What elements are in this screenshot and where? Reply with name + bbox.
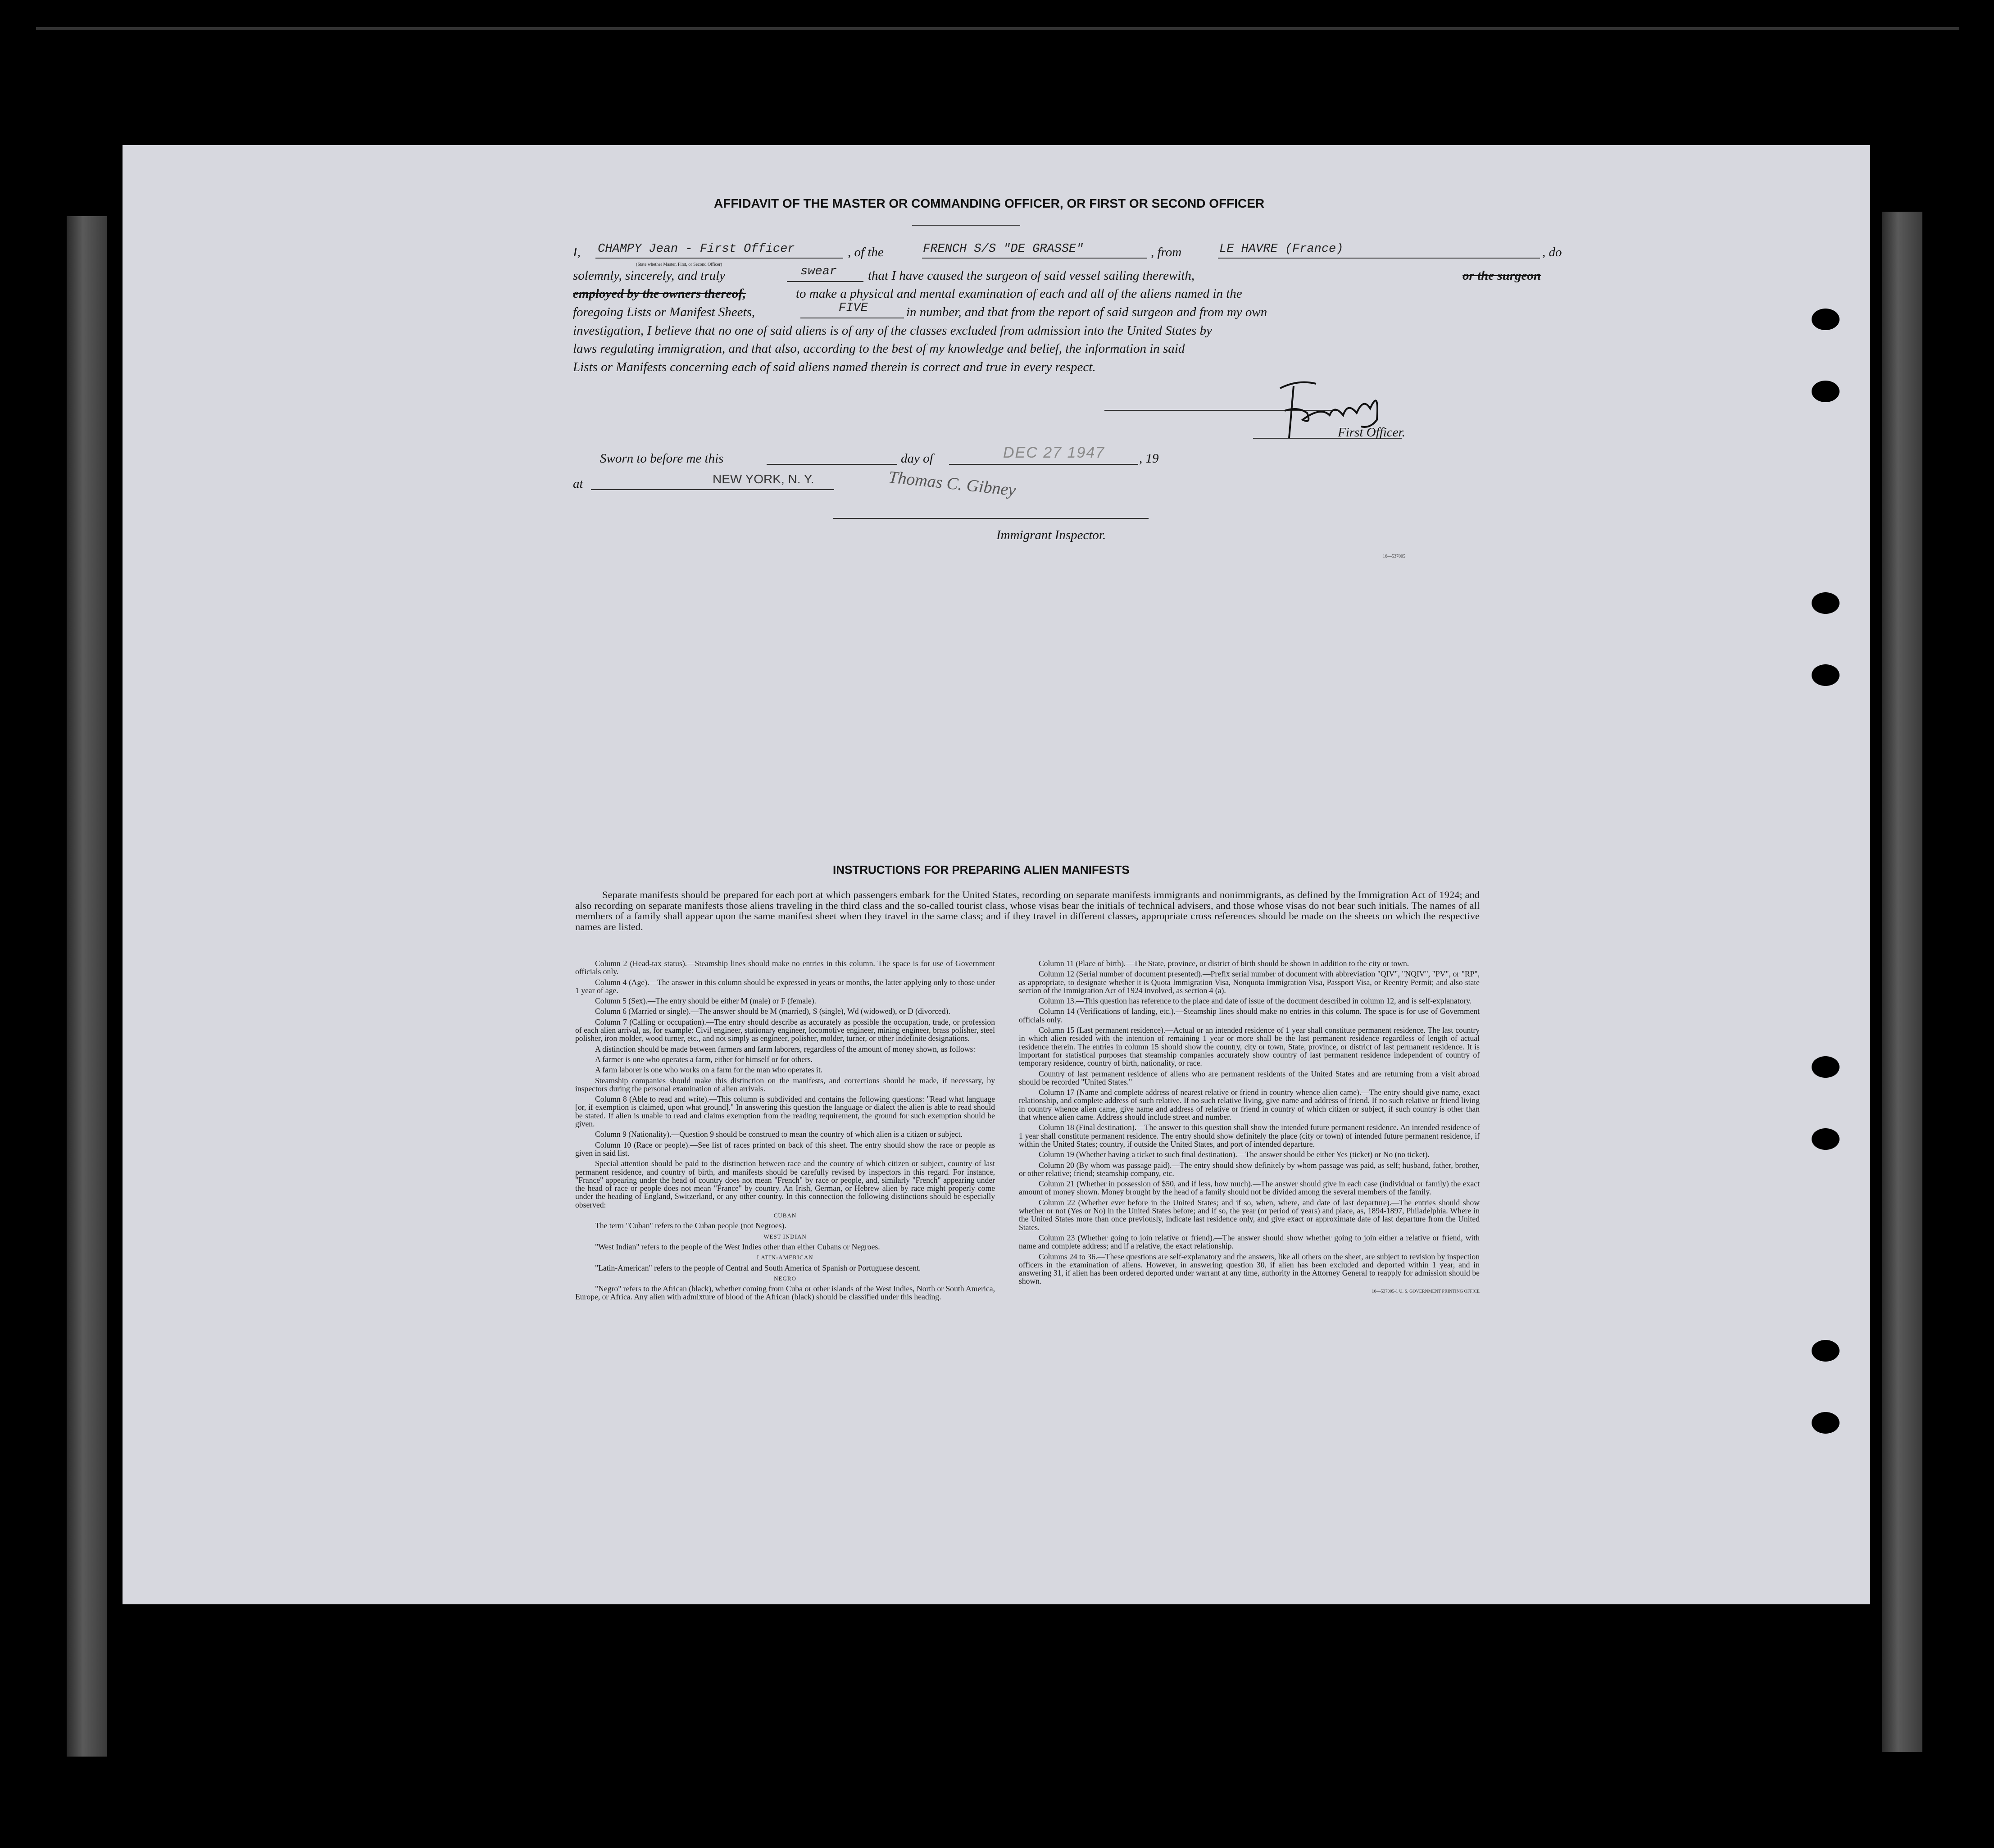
left-para: Column 2 (Head-tax status).—Steamship lines should make no entries in this column. The space is for use of Government officials only. — [575, 959, 995, 976]
left-para: A farm laborer is one who works on a farm for the man who operates it. — [595, 1065, 823, 1075]
right-para: Column 11 (Place of birth).—The State, province, or district of birth should be shown in addition to the city or town. — [1039, 959, 1409, 968]
heading-latin-american: LATIN-AMERICAN — [757, 1254, 813, 1261]
officer-title: First Officer. — [1338, 425, 1405, 440]
left-para: Steamship companies should make this distinction on the manifests, and corrections should be made, if necessary, by inspectors during the personal examination of alien arrivals. — [575, 1076, 995, 1093]
inspector-signature-line — [833, 518, 1149, 519]
left-para: Column 9 (Nationality).—Question 9 should be construed to mean the country of which alien is a citizen or subject. — [595, 1130, 963, 1139]
punch-hole — [1812, 1128, 1840, 1150]
place-line: at NEW YORK, N. Y. — [573, 477, 1023, 495]
punch-hole — [1812, 1412, 1840, 1434]
film-rail-left — [67, 216, 107, 1757]
vessel-name: FRENCH S/S "DE GRASSE" — [923, 242, 1084, 256]
struck-text-1: or the surgeon — [1463, 268, 1541, 283]
right-para: Column 12 (Serial number of document presented).—Prefix serial number of document with abbreviation "QIV", "NQIV", "PV", or "RP", as appropriate, to designate whether it is Quota Immigration Visa, Nonquota Immigration Visa, Passport Visa, or Reentry Permit; and also state section of the Immigration Act of 1924 involved, as section 4 (a). — [1019, 969, 1480, 995]
left-para: Column 5 (Sex).—The entry should be either M (male) or F (female). — [595, 996, 817, 1006]
left-para: Column 7 (Calling or occupation).—The entry should describe as accurately as possible the occupation, trade, or profession of each alien arrival, as, for example: Civil engineer, stationary engineer, locomotive engineer, mining engineer, brass polisher, steel polisher, iron molder, wood turner, etc., and not simply as engineer, polisher, molder, turner, or other indefinite designations. — [575, 1017, 995, 1043]
film-rail-right — [1882, 212, 1922, 1752]
left-para: Column 10 (Race or people).—See list of races printed on back of this sheet. The entry should show the race or people as given in said list. — [575, 1140, 995, 1158]
manifest-page — [123, 145, 1870, 1604]
punch-hole — [1812, 309, 1840, 330]
right-para: Column 18 (Final destination).—The answer to this question shall show the intended future permanent residence. An intended residence of 1 year shall constitute permanent residence. The entry should show definitely the place (city or town) of intended future permanent residence, if within the United States; country, if outside the United States, and port of intended departure. — [1019, 1123, 1480, 1149]
affidavit-line-3: employed by the owners thereof, to make a physical and mental examination of each and all of the aliens named in the — [573, 286, 1242, 301]
struck-text-2: employed by the owners thereof, — [573, 286, 746, 301]
officer-name: CHAMPY Jean - First Officer — [598, 242, 795, 256]
instructions-title: INSTRUCTIONS FOR PREPARING ALIEN MANIFESTS — [833, 863, 1130, 876]
affidavit-line-1: I, CHAMPY Jean - First Officer , of the FRENCH S/S "DE GRASSE" , from LE HAVRE (France) , do — [573, 242, 1562, 259]
left-para: Column 6 (Married or single).—The answer should be M (married), S (single), Wd (widowed), or D (divorced). — [595, 1007, 950, 1016]
punch-hole — [1812, 1340, 1840, 1362]
officer-note: (State whether Master, First, or Second Officer) — [636, 262, 722, 267]
cuban-definition: The term "Cuban" refers to the Cuban people (not Negroes). — [595, 1221, 786, 1230]
punch-hole — [1812, 664, 1840, 686]
right-para: Columns 24 to 36.—These questions are self-explanatory and the answers, like all others on the sheet, are subject to revision by inspection officers in the examination of aliens. However, in answering question 30, if alien has been excluded and deported within 1 year, and in answering 31, if alien has been ordered deported under warrant at any time, authority in the Attorney General to reapply for admission should be shown. — [1019, 1252, 1480, 1286]
sworn-place: NEW YORK, N. Y. — [713, 472, 814, 486]
left-para: Column 8 (Able to read and write).—This column is subdivided and contains the following questions: "Read what language [or, if exemption is claimed, upon what ground]." In answering this question the language or dialect the alien is able to read should be stated. If alien is unable to read and claims exemption from the reading requirement, the ground for such exemption should be given. — [575, 1094, 995, 1129]
right-para: Column 19 (Whether having a ticket to such final destination).—The answer should be either Yes (ticket) or No (no ticket). — [1039, 1150, 1430, 1159]
west-indian-definition: "West Indian" refers to the people of the West Indies other than either Cubans or Negroes. — [595, 1242, 880, 1251]
inspector-signature: Thomas C. Gibney — [887, 468, 1017, 500]
date-stamp: DEC 27 1947 — [1003, 444, 1105, 461]
affidavit-line-7: Lists or Manifests concerning each of said aliens named therein is correct and true in every respect. — [573, 360, 1096, 374]
affidavit-title: AFFIDAVIT OF THE MASTER OR COMMANDING OFFICER, OR FIRST OR SECOND OFFICER — [714, 196, 1265, 210]
heading-negro: NEGRO — [774, 1275, 796, 1282]
right-para: Column 15 (Last permanent residence).—Actual or an intended residence of 1 year shall constitute permanent residence. The last country in which alien resided with the intention of remaining 1 year or more shall be the last permanent residence regardless of length of actual residence therein. The entries in column 15 should show the country, city or town, State, province, or district of last permanent residence. It is important for statistical purposes that steamship companies accurately show country of last permanent residence independent of country of temporary residence, country of birth, nationality, or race. — [1019, 1026, 1480, 1068]
instructions-right-column — [1019, 959, 1480, 1296]
form-code: 16—537005 — [1383, 554, 1405, 559]
sworn-line: Sworn to before me this day of DEC 27 1947 , 19 — [600, 444, 1159, 466]
printing-office-code: 16—537005-1 U. S. GOVERNMENT PRINTING OFFICE — [1372, 1289, 1480, 1294]
sheet-count: FIVE — [839, 301, 868, 315]
inspector-title: Immigrant Inspector. — [996, 528, 1106, 542]
right-para: Country of last permanent residence of aliens who are permanent residents of the United States and are returning from a visit abroad should be recorded "United States." — [1019, 1069, 1480, 1086]
affidavit-line-5: investigation, I believe that no one of said aliens is of any of the classes excluded from admission into the United States by — [573, 323, 1212, 338]
oath-word: swear — [800, 265, 837, 278]
right-para: Column 22 (Whether ever before in the United States; and if so, when, where, and date of last departure).—The entries should show whether or not (Yes or No) in the United States before; and if so, the year (or period of years) and place, as, 1894-1897, Philadelphia. Where in the United States more than once previously, indicate last residence only, and give exact or approximate date of last departure from the United States. — [1019, 1198, 1480, 1232]
punch-hole — [1812, 381, 1840, 402]
left-para: Column 4 (Age).—The answer in this column should be expressed in years or months, the latter applying only to those under 1 year of age. — [575, 977, 995, 995]
latin-american-definition: "Latin-American" refers to the people of Central and South America of Spanish or Portuguese descent. — [595, 1263, 921, 1272]
heading-west-indian: WEST INDIAN — [763, 1233, 807, 1240]
right-para: Column 17 (Name and complete address of nearest relative or friend in country whence alien came).—The entry should give name, exact relationship, and complete address of such relative. If no such relative living, give name and address of friend. If no such relative or friend living in country whence alien came, give name and address of relative or friend in country of which citizen or subject, if such country is other than that whence alien came. Address should include street and number. — [1019, 1088, 1480, 1122]
right-para: Column 21 (Whether in possession of $50, and if less, how much).—The answer should give in each case (individual or family) the exact amount of money shown. Money brought by the head of a family should not be divided among the several members of the family. — [1019, 1179, 1480, 1197]
affidavit-line-2: solemnly, sincerely, and truly swear that I have caused the surgeon of said vessel sailing therewith, or the surgeon — [573, 265, 1541, 283]
heading-cuban: CUBAN — [773, 1212, 797, 1219]
film-border-top — [36, 27, 1959, 30]
left-para: A farmer is one who operates a farm, either for himself or for others. — [595, 1054, 813, 1064]
punch-hole — [1812, 1056, 1840, 1078]
right-para: Column 23 (Whether going to join relative or friend).—The answer should show whether going to join either a relative or friend, with name and complete address; and if a relative, the exact relationship. — [1019, 1233, 1480, 1251]
affidavit-line-4: foregoing Lists or Manifest Sheets, FIVE in number, and that from the report of said surgeon and from my own — [573, 301, 1267, 319]
right-para: Column 13.—This question has reference to the place and date of issue of the document described in column 12, and is self-explanatory. — [1039, 996, 1472, 1006]
instructions-intro: Separate manifests should be prepared for each port at which passengers embark for the United States, recording on separate manifests immigrants and nonimmigrants, as defined by the Immigration Act of 1924; and also recording on separate manifests those aliens traveling in the third class and the so-called tourist class, whose visas bear the initials of technical advisers, and those whose visas do not bear such initials. The names of all members of a family shall appear upon the same manifest sheet when they travel in the same class; and if they travel in different classes, appropriate cross references should be made on the sheets on which the respective names are listed. — [575, 889, 1480, 932]
left-para: A distinction should be made between farmers and farm laborers, regardless of the amount of money shown, as follows: — [595, 1044, 976, 1053]
affidavit-line-6: laws regulating immigration, and that also, according to the best of my knowledge and belief, the information in said — [573, 341, 1185, 356]
title-underline — [912, 225, 1020, 226]
negro-definition: "Negro" refers to the African (black), whether coming from Cuba or other islands of the West Indies, North or South America, Europe, or Africa. Any alien with admixture of blood of the African (black) should be classified under this heading. — [575, 1284, 995, 1302]
departure-port: LE HAVRE (France) — [1219, 242, 1344, 256]
punch-hole — [1812, 592, 1840, 614]
instructions-left-column — [575, 959, 995, 1303]
right-para: Column 20 (By whom was passage paid).—The entry should show definitely by whom passage was paid, as self; husband, father, brother, or other relative; friend; steamship company, etc. — [1019, 1160, 1480, 1178]
right-para: Column 14 (Verifications of landing, etc.).—Steamship lines should make no entries in this column. The space is for use of Government officials only. — [1019, 1007, 1480, 1024]
left-para: Special attention should be paid to the distinction between race and the country of which citizen or subject, country of last permanent residence, and country of birth, and manifests should be carefully revised by inspectors in this regard. For instance, "France" appearing under the head of country does not mean "French" by race or people, and, similarly "French" appearing under the head of race or people does not mean "France" by country. An Irish, German, or Hebrew alien by race might properly come under the heading of England, Switzerland, or any other country. In this connection the following distinctions should be especially observed: — [575, 1159, 995, 1209]
